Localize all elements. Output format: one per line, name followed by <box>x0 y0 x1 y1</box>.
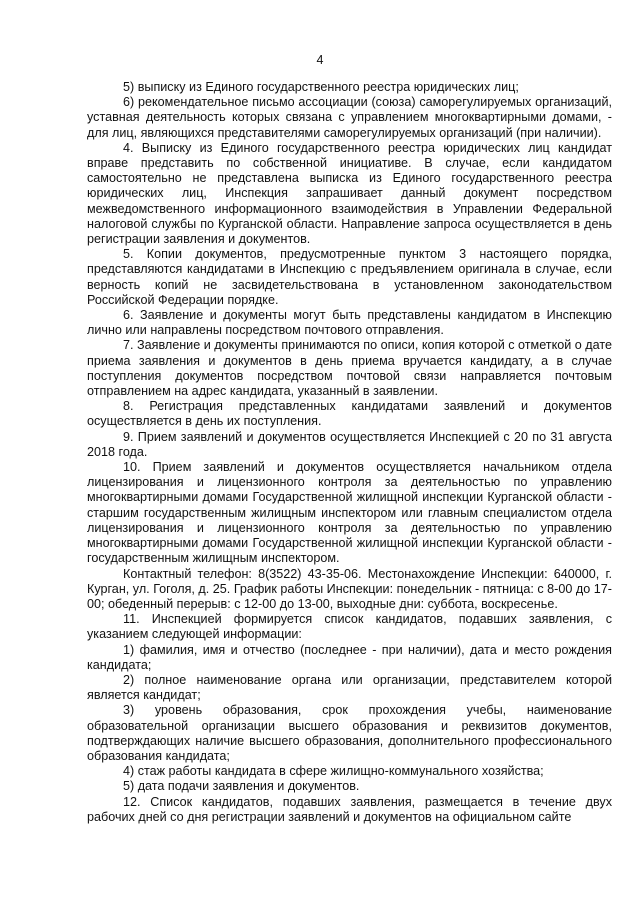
paragraph: 11. Инспекцией формируется список кандидатов, подавших заявления, с указанием следующей информации: <box>87 612 612 642</box>
paragraph: Контактный телефон: 8(3522) 43-35-06. Местонахождение Инспекции: 640000, г. Курган, ул. Гоголя, д. 25. График работы Инспекции: понедельник - пятница: с 8-00 до 17-00; обеденный перерыв: с 12-00 до 13-00, выходные дни: суббота, воскресенье. <box>87 566 612 611</box>
paragraph: 6. Заявление и документы могут быть представлены кандидатом в Инспекцию лично или направлены посредством почтового отправления. <box>87 308 612 338</box>
paragraph: 4) стаж работы кандидата в сфере жилищно-коммунального хозяйства; <box>123 764 544 779</box>
paragraph: 1) фамилия, имя и отчество (последнее - при наличии), дата и место рождения кандидата; <box>87 642 612 672</box>
paragraph: 6) рекомендательное письмо ассоциации (союза) саморегулируемых организаций, уставная деятельность которых связана с управлением многоквартирными домами, - для лиц, являющихся представителями саморегулируемых организаций (при наличии). <box>87 95 612 140</box>
paragraph: 5) выписку из Единого государственного реестра юридических лиц; <box>123 80 519 94</box>
paragraph: 10. Прием заявлений и документов осуществляется начальником отдела лицензирования и лицензионного контроля за деятельностью по управлению многоквартирными домами Государственной жилищной инспекции Курганской области - старшим государственным жилищным инспектором или главным специалистом отдела лицензирования и лицензионного контроля за деятельностью по управлению многоквартирными домами Государственной жилищной инспекции Курганской области - государственным жилищным инспектором. <box>87 460 612 566</box>
document-body <box>87 80 612 825</box>
paragraph: 12. Список кандидатов, подавших заявления, размещается в течение двух рабочих дней со дня регистрации заявлений и документов на официальном сайте <box>87 794 612 824</box>
paragraph: 8. Регистрация представленных кандидатами заявлений и документов осуществляется в день их поступления. <box>87 399 612 429</box>
page-number: 4 <box>316 53 324 67</box>
paragraph: 5) дата подачи заявления и документов. <box>123 779 360 794</box>
paragraph: 2) полное наименование органа или организации, представителем которой является кандидат; <box>87 672 612 703</box>
paragraph: 3) уровень образования, срок прохождения учебы, наименование образовательной организации высшего образования и реквизитов документов, подтверждающих наличие высшего образования, дополнительного профессионального образования кандидата; <box>87 703 612 763</box>
paragraph: 4. Выписку из Единого государственного реестра юридических лиц кандидат вправе представить по собственной инициативе. В случае, если кандидатом самостоятельно не представлена выписка из Единого государственного реестра юридических лиц, Инспекция запрашивает данный документ посредством межведомственного информационного взаимодействия в Управлении Федеральной налоговой службы по Курганской области. Направление запроса осуществляется в день регистрации заявления и документов. <box>87 140 612 247</box>
paragraph: 9. Прием заявлений и документов осуществляется Инспекцией с 20 по 31 августа 2018 года. <box>87 429 612 459</box>
paragraph: 5. Копии документов, предусмотренные пунктом 3 настоящего порядка, представляются кандидатами в Инспекцию с предъявлением оригинала в случае, если верность копий не засвидетельствована в установленном законодательством Российской Федерации порядке. <box>87 247 612 307</box>
paragraph: 7. Заявление и документы принимаются по описи, копия которой с отметкой о дате приема заявления и документов в день приема вручается кандидату, а в случае поступления документов посредством почтовой связи направляется почтовым отправлением на адрес кандидата, указанный в заявлении. <box>87 338 612 399</box>
